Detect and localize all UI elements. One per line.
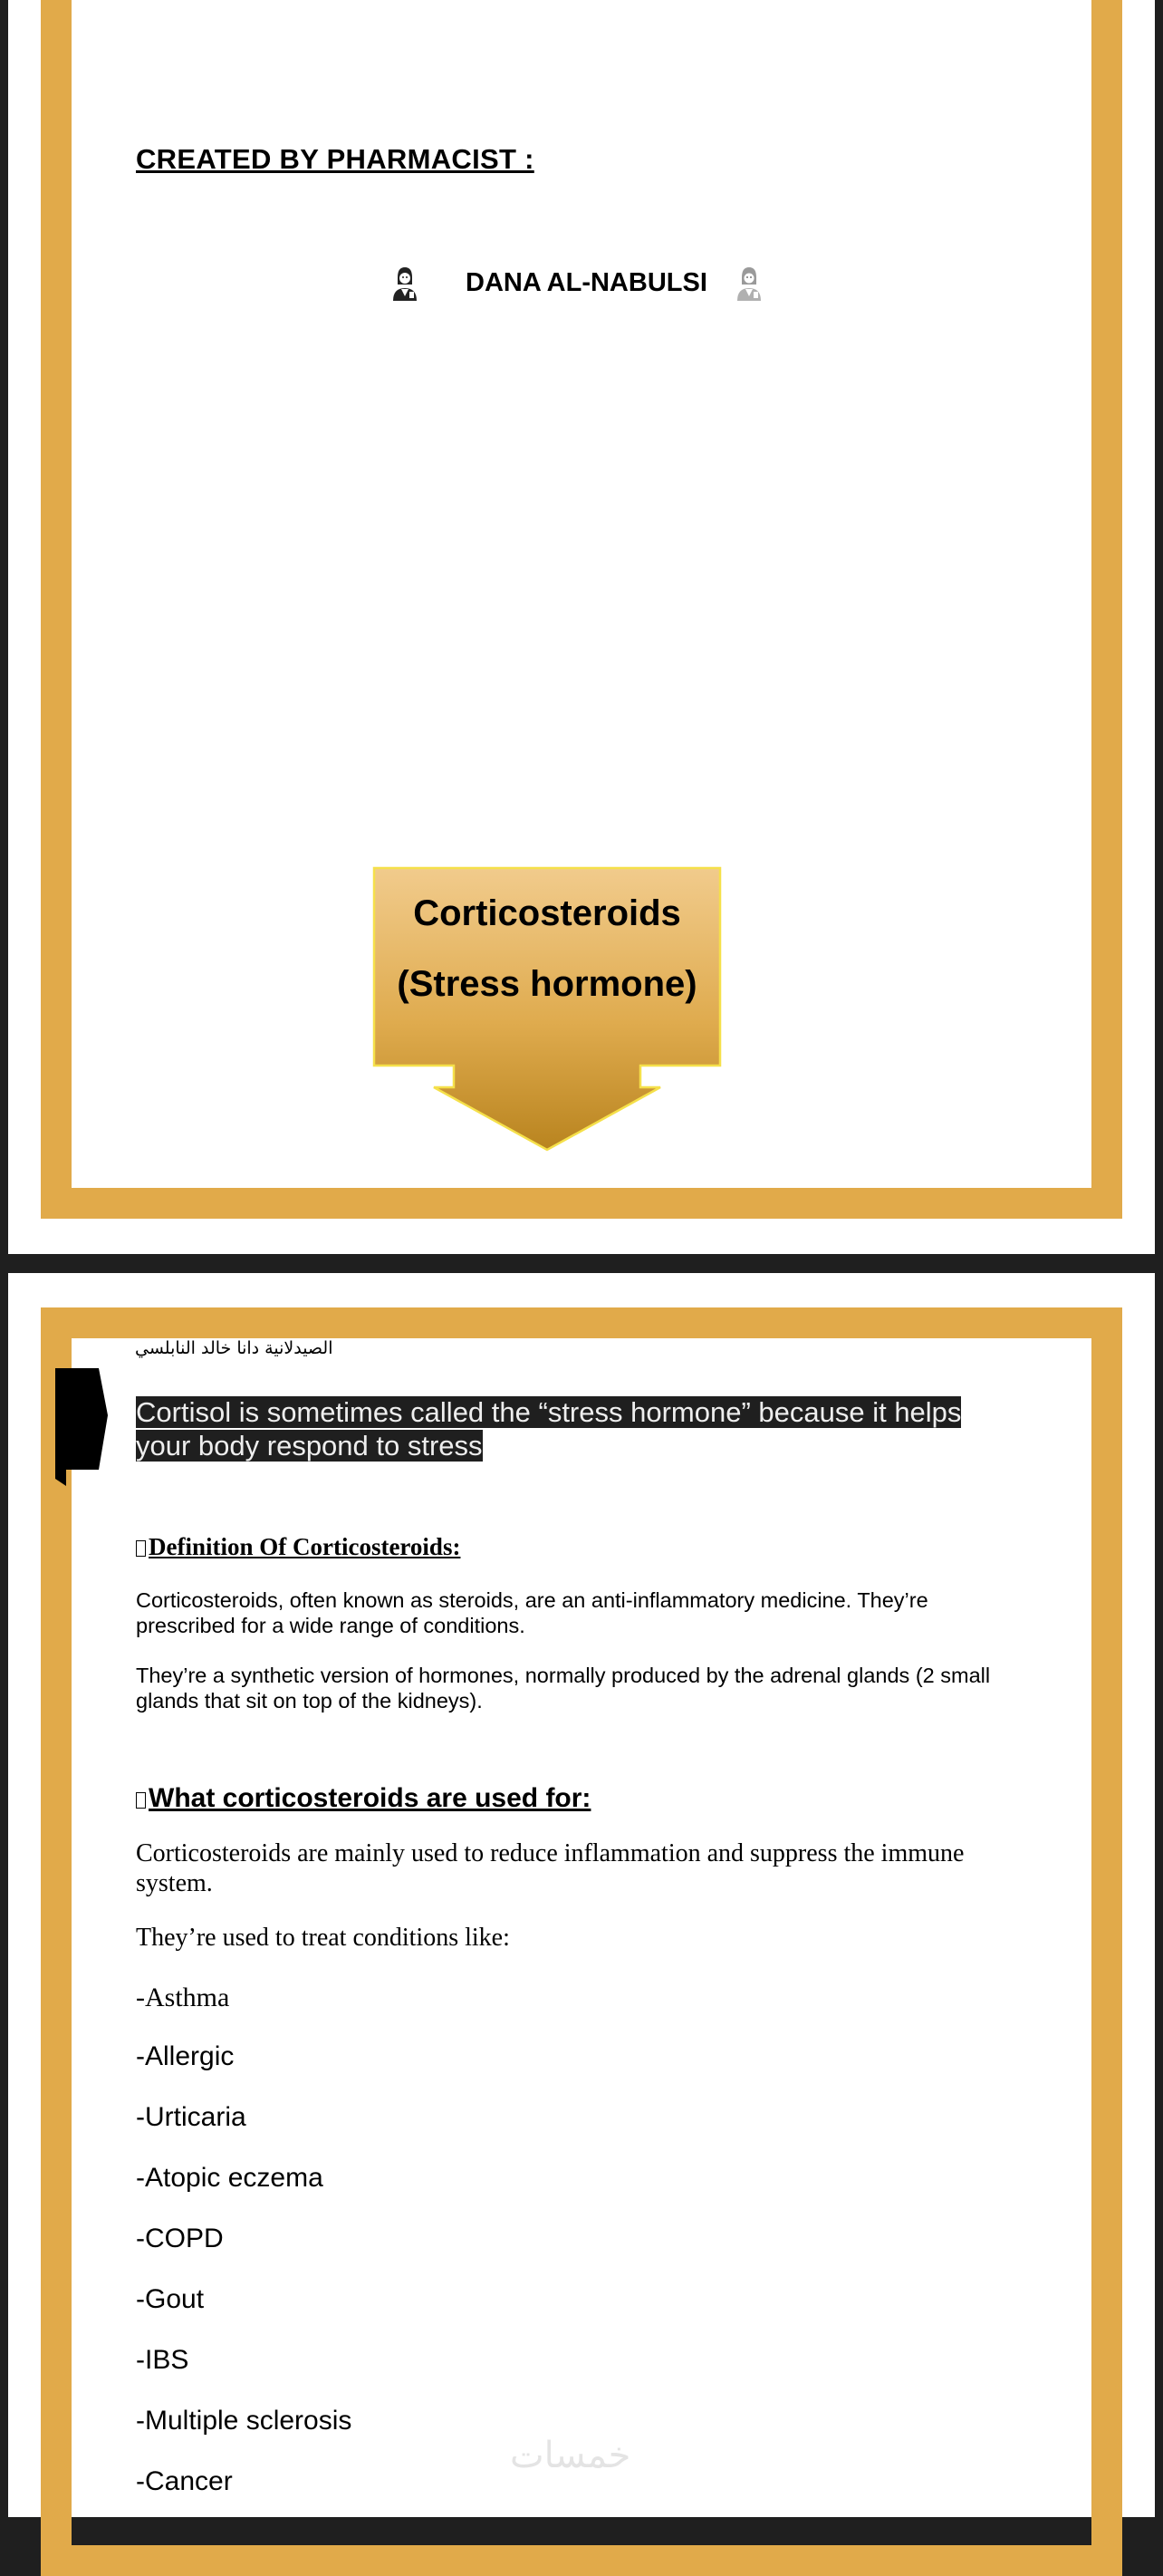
callout-title-line2: (Stress hormone) [397,964,697,1004]
definition-paragraph-1: Corticosteroids, often known as steroids, are an anti-inflammatory medicine. They’re prescribed for a wide range of conditions. [136,1588,928,1637]
highlighted-quote-text: Cortisol is sometimes called the “stress hormone” because it helps your body respond to stress [136,1396,962,1462]
condition-item: -COPD [136,2224,224,2253]
author-name: DANA AL-NABULSI [466,268,707,297]
definition-heading [136,1533,460,1561]
uses-heading-text: What corticosteroids are used for: [149,1783,591,1813]
condition-item: -Gout [136,2284,205,2314]
pharmacist-woman-icon [734,265,764,303]
condition-item: -Urticaria [136,2102,246,2132]
condition-item: -Multiple sclerosis [136,2406,352,2436]
condition-item: -IBS [136,2345,189,2375]
condition-item: -Atopic eczema [136,2163,323,2193]
watermark-logo: خمسات [510,2435,631,2476]
definition-heading-text: Definition Of Corticosteroids: [149,1533,461,1560]
uses-paragraph-2: They’re used to treat conditions like: [136,1924,510,1952]
highlighted-quote [136,1395,1005,1462]
uses-heading [136,1783,591,1814]
callout-title-line1: Corticosteroids [413,893,681,933]
document-page-2 [8,1273,1155,2517]
condition-item: -Allergic [136,2041,235,2071]
missing-glyph-box-icon [136,1540,146,1557]
missing-glyph-box-icon [136,1792,146,1809]
author-row [379,265,768,310]
condition-item: -Cancer [136,2466,233,2496]
definition-paragraph-2: They’re a synthetic version of hormones, normally produced by the adrenal glands (2 small glands that sit on top of the kidneys). [136,1664,991,1713]
side-tab-marker [55,1368,110,1486]
arabic-author-header: الصيدلانية دانا خالد النابلسي [135,1338,333,1358]
uses-paragraph-1: Corticosteroids are mainly used to reduce inflammation and suppress the immune system. [136,1839,965,1897]
title-callout [372,866,722,1153]
condition-item: -Asthma [136,1983,230,2012]
pharmacist-woman-icon [389,265,420,303]
document-page-1 [8,0,1155,1254]
created-by-heading: CREATED BY PHARMACIST : [136,143,534,175]
